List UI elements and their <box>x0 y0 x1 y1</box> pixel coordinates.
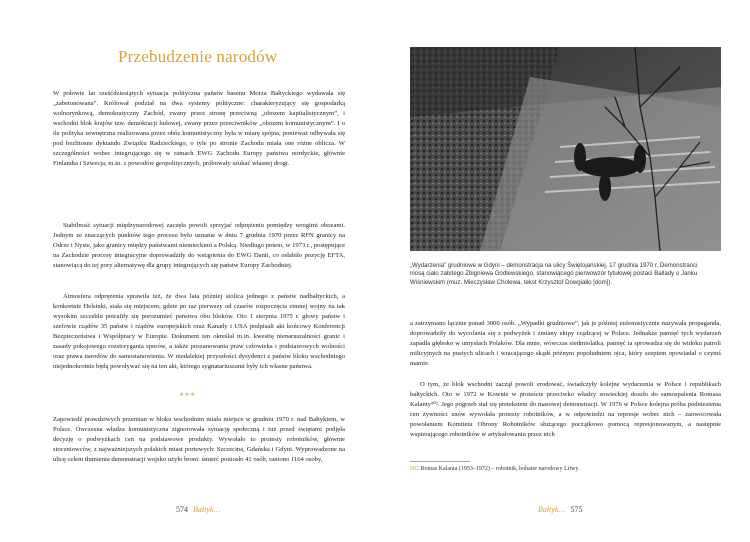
footnote-rule <box>410 461 470 462</box>
running-head: Bałtyk… <box>193 505 221 514</box>
section-separator: *** <box>179 391 196 401</box>
paragraph: Zapowiedź prawdziwych przemian w bloku wschodnim miała miejsce w grudniu 1970 r. nad Bałtykiem, w Polsce. Ówczesna władza komunistyczna zignorowała sytuację społeczną i tuż przed świętami podjęła decyzję o podwyżkach cen na podstawowe produkty. Wywołało to protesty robotników, głównie stoczniowców, z najważniejszych polskich miast portowych: Szczecina, Gdańska i Gdyni. Wyprowadzone na ulicę celem tłumienia demonstracji wojsko użyło broni: śmierć poniosło 41 osób, raniono 1164 osoby, <box>53 416 345 464</box>
left-folio <box>176 505 224 514</box>
running-head: Bałtyk… <box>538 505 566 514</box>
photo-caption: „Wydarzenia” grudniowe w Gdyni – demonstracja na ulicy Świętojańskiej, 17 grudnia 1970 r. Demonstranci niosą ciało zabitego Zbigniewa Godlewskiego, stanowiącego pierwowzór tytułowej postaci Ballady o Janku Wiśniewskim (muz. Mieczysław Cholewa, tekst Krzysztof Dowgiałło [dom]). <box>410 262 698 286</box>
paragraph: a zatrzymano łącznie ponad 3000 osób. „Wypadki grudniowe”, jak je później eufemistycznie nazywała propaganda, doprowadziły do wycofania się z podwyżek i zmiany ekipy rządzącej w Polsce. Jednakże pamięć tych wydarzeń zapadła głęboko w umysłach Polaków. Dla mnie, wówczas siedmiolatka, pamięć ta sprowadza się do widoku patroli milicyjnych na pustych ulicach i wracającego skądś późnym popołudniem ojca, który szeptem opowiadał o czymś mamie. <box>410 320 721 368</box>
footnote <box>410 466 580 472</box>
paragraph: W połowie lat sześćdziesiątych sytuacja polityczna państw basenu Morza Bałtyckiego wydawała się „zabetonowana”. Królował podział na dwa systemy polityczne: charakteryzujący się gospodarką wolnorynkową, demokratyczny Zachód, zwany przez stronę przeciwną „obozem kapitalistycznym”, i wschodni blok krajów tzw. demokracji ludowej, zwany przez przeciwników „obozem komunistycznym”. I o ile polityka zewnętrzna realizowana przez obóz komunistyczny była w miarę spójna, ponieważ odbywała się pod bezlitosne dyktando Związku Radzieckiego, o tyle po stronie Zachodu miała one różne oblicza. W szczególności wobec integrującego się w ramach EWG Zachodu Europy państwa nordyckie, głównie Finlandia i Szwecja, m.in. z powodów geopolitycznych, próbowały szukać własnej drogi. <box>53 90 345 168</box>
paragraph: Stabilność sytuacji międzynarodowej zaczęła powoli sprzyjać odprężeniu pomiędzy wrogimi obozami. Jednym ze znaczących punktów tego procesu było uznanie w dniu 7 grudnia 1970 przez RFN granicy na Odrze i Nysie, jako granicy między państwami niemieckimi a Polską. Niedługo potem, w 1973 r., postępujące na Zachodzie procesy integracyjne doprowadziły do wstąpienia do EWG Danii, co osłabiło pozycję EFTA, stanowiącą do tej pory alternatywę dla grupy integrujących się państw Europy Zachodniej. <box>53 222 345 270</box>
demonstration-photo <box>410 47 721 251</box>
paragraph: Atmosfera odprężenia sprawiła też, że dwa lata później stolica jednego z państw nadbałtyckich, a konkretnie Helsinki, stała się miejscem, gdzie po raz pierwszy od czasów rozpoczęcia zimnej wojny na tak wysokim szczeblu potrafiły się porozumieć państwa obu bloków. Oto 1 sierpnia 1975 r. głowy państw i szefowie rządów 35 państw i rządów europejskich oraz Kanady i USA podpisali akt końcowy Konferencji Bezpieczeństwa i Współpracy w Europie. Dokument ten określał m.in. kwestię nienaruszalności granic i zasady pokojowego rozstrzygania sporów, a także poszanowania praw człowieka i podstawowych wolności oraz prawa narodów do samostanowienia. W niedalekiej przyszłości dysydenci z państw bloku wschodniego niejednokrotnie będą powoływać się na ten akt, którego sygnatariuszami były ich własne państwa. <box>53 293 345 371</box>
footnote-number: 902 <box>410 466 419 472</box>
chapter-title: Przebudzenie narodów <box>118 47 278 66</box>
page-number: 575 <box>570 505 583 514</box>
right-folio <box>535 505 583 514</box>
footnote-text: Romas Kalanta (1953–1972) – robotnik, bohater narodowy Litwy. <box>420 466 580 472</box>
page-number: 574 <box>176 505 188 514</box>
paragraph: O tym, że blok wschodni zaczął powoli erodować, świadczyły kolejne wydarzenia w Polsce i republikach bałtyckich. Oto w 1972 w Kownie w proteście przeciwko władzy sowieckiej doszło do samospalenia Romasa Kalanty⁹⁰². Jego pogrzeb stał się pretekstem do masowej demonstracji. W 1976 w Polsce kolejna próba podniesienia cen żywności znów wywołała protesty robotników, a w odpowiedzi na represje wobec nich – zaowocowała powołaniem Komitetu Obrony Robotników służącego początkowo pomocą represjonowanym, a następnie wspierającego robotników w artykułowaniu przez nich <box>410 381 721 439</box>
